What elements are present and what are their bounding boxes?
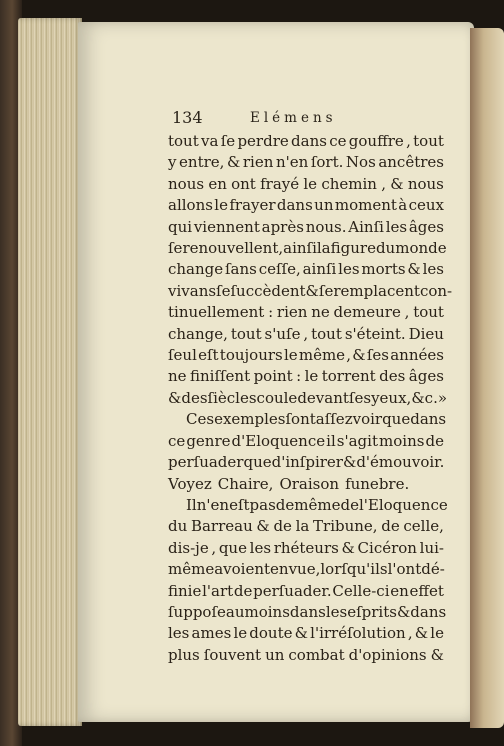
word: âges <box>408 217 444 236</box>
word: change <box>168 260 224 279</box>
word: frayé <box>260 174 300 193</box>
word: dans <box>289 602 326 621</box>
word: renouvellent, <box>182 239 284 258</box>
word: d'inſpirer <box>271 453 343 472</box>
word: viennent <box>193 217 260 236</box>
word: remplacent <box>333 281 420 300</box>
word: ancêtres <box>378 153 444 172</box>
word: n'en <box>196 495 230 514</box>
word: pas <box>249 495 276 514</box>
word: les <box>168 624 190 643</box>
word: moment <box>334 196 397 215</box>
word: d'opinions <box>348 645 427 664</box>
word: qui <box>168 217 193 236</box>
word: à <box>398 196 408 215</box>
word: & <box>256 517 270 536</box>
word: celle, <box>403 517 444 536</box>
word: de <box>425 431 444 450</box>
word: combat <box>288 645 345 664</box>
word: ſont <box>285 410 316 429</box>
word: doute <box>249 624 293 643</box>
text-line <box>168 581 444 602</box>
text-line <box>168 281 453 302</box>
text-line <box>168 345 444 366</box>
text-line <box>168 474 444 495</box>
word: eſprits <box>347 602 397 621</box>
word: perſuader. <box>253 581 332 600</box>
word: toujours <box>219 346 283 365</box>
word: Dieu <box>408 324 444 343</box>
word: ſe <box>168 239 183 258</box>
word: de <box>275 495 295 514</box>
word: lorſqu'ils <box>320 560 388 579</box>
word: : <box>268 303 274 322</box>
word: même <box>298 346 346 365</box>
word: ſans <box>225 260 257 279</box>
word: de <box>233 581 253 600</box>
word: le <box>430 624 444 643</box>
word: funebre. <box>345 474 410 493</box>
word: & <box>342 453 357 472</box>
word: moins <box>379 431 425 450</box>
word: & <box>294 624 308 643</box>
word: le <box>283 346 298 365</box>
word: s'uſe <box>264 324 301 343</box>
word: , <box>315 560 321 579</box>
word: ne <box>311 303 330 322</box>
word: les <box>338 260 360 279</box>
word: chemin <box>321 174 377 193</box>
page-number: 134 <box>172 108 203 127</box>
word: les <box>325 602 348 621</box>
text-line <box>168 324 444 345</box>
word: un <box>314 196 334 215</box>
facing-page-edge <box>470 28 504 728</box>
word: s'éteint. <box>344 324 406 343</box>
word: même <box>168 560 215 579</box>
body-text <box>168 131 453 666</box>
word: les <box>422 260 444 279</box>
word: après <box>261 217 304 236</box>
word: aſſez <box>315 410 353 429</box>
text-line <box>168 238 447 259</box>
word: Ainſi <box>348 217 384 236</box>
word: n'en <box>275 153 309 172</box>
word: des <box>181 388 208 407</box>
word: la <box>316 239 331 258</box>
word: monde <box>395 239 447 258</box>
word: » <box>437 388 448 407</box>
word: le <box>304 367 319 386</box>
word: tout <box>311 324 342 343</box>
word: Il <box>186 495 197 514</box>
word: rhéteurs <box>273 538 339 557</box>
word: , <box>381 174 386 193</box>
text-line <box>168 152 444 173</box>
word: rien <box>276 303 308 322</box>
word: & <box>352 346 366 365</box>
word: la <box>295 517 310 536</box>
word: tout <box>413 303 444 322</box>
word: & <box>414 624 429 643</box>
word: coule <box>256 388 298 407</box>
word: ſe <box>216 281 231 300</box>
word: de <box>340 495 359 514</box>
word: va <box>201 132 219 150</box>
word: Celle-ci <box>332 581 390 600</box>
word: l'Eloquence <box>358 495 448 514</box>
word: figure <box>330 239 376 258</box>
word: du <box>375 239 396 258</box>
word: tout <box>230 324 262 343</box>
word: ſeul <box>168 346 197 365</box>
word: , <box>406 132 411 150</box>
word: & <box>407 260 421 279</box>
word: & <box>390 174 404 193</box>
word: Barreau <box>190 517 253 536</box>
text-line <box>168 131 444 152</box>
word: genre <box>186 431 231 450</box>
text-line <box>168 538 444 559</box>
word: eſt <box>198 346 219 365</box>
word: perdre <box>237 132 289 150</box>
word: que <box>218 538 247 557</box>
word: y <box>168 153 177 172</box>
word: & <box>168 388 182 407</box>
word: les <box>385 217 408 236</box>
word: ſe <box>220 132 236 150</box>
word: ſuppoſe <box>168 602 226 621</box>
word: Voyez <box>168 474 212 493</box>
word: morts <box>361 260 406 279</box>
word: allons <box>168 196 213 215</box>
text-line <box>168 516 444 537</box>
text-line <box>168 366 444 387</box>
word: , <box>346 346 352 365</box>
word: Cicéron <box>357 538 417 557</box>
word: ames <box>191 624 232 643</box>
word: années <box>390 346 444 365</box>
page-header <box>172 108 452 130</box>
word: , <box>303 324 309 343</box>
word: ce <box>329 132 347 150</box>
word: même <box>294 495 341 514</box>
word: dans <box>291 132 327 150</box>
word: finiſſent <box>189 367 251 386</box>
text-line <box>168 452 444 473</box>
word: Oraison <box>279 474 340 493</box>
word: dé- <box>421 560 445 579</box>
word: en <box>208 174 227 193</box>
word: entre, <box>179 153 225 172</box>
word: le <box>303 174 318 193</box>
word: dans <box>410 410 447 429</box>
text-line <box>168 431 444 452</box>
page-edges <box>18 18 82 726</box>
word: Ces <box>186 410 215 429</box>
word: , <box>407 624 413 643</box>
word: plus <box>168 645 200 664</box>
text-line <box>168 602 447 623</box>
word: dans <box>410 602 447 621</box>
word: dis-je <box>168 538 209 557</box>
word: nous <box>168 174 205 193</box>
word: & <box>341 538 355 557</box>
word: & <box>396 602 411 621</box>
word: que <box>243 453 272 472</box>
word: point <box>253 367 293 386</box>
word: des <box>379 367 406 386</box>
word: l'irréſolution <box>310 624 406 643</box>
word: s'agit <box>336 431 378 450</box>
word: lui- <box>419 538 444 557</box>
word: ſes <box>366 346 389 365</box>
text-line <box>168 388 448 409</box>
word: demeure <box>333 303 401 322</box>
word: change, <box>168 324 228 343</box>
word: moins <box>244 602 290 621</box>
word: : <box>296 367 302 386</box>
text-line <box>168 495 448 516</box>
word: il <box>326 431 336 450</box>
word: du <box>168 517 188 536</box>
text-line <box>168 217 444 238</box>
word: en <box>270 560 289 579</box>
text-line <box>168 259 444 280</box>
word: au <box>225 602 245 621</box>
word: &c. <box>411 388 438 407</box>
text-line <box>168 623 444 644</box>
word: Nos <box>345 153 376 172</box>
word: le <box>214 196 228 215</box>
word: eſt <box>229 495 250 514</box>
word: Chaire, <box>217 474 274 493</box>
word: ainſi <box>302 260 337 279</box>
word: d'émouvoir. <box>356 453 445 472</box>
word: voir <box>352 410 383 429</box>
word: ceſſe, <box>258 260 301 279</box>
word: ſort. <box>310 153 344 172</box>
text-line <box>168 409 447 430</box>
word: Tribune, <box>313 517 378 536</box>
word: vivans <box>168 281 217 300</box>
word: âges <box>408 367 444 386</box>
word: effet <box>409 581 444 600</box>
word: vue <box>288 560 316 579</box>
word: con- <box>419 281 453 300</box>
word: ne <box>168 367 187 386</box>
text-line <box>168 195 444 216</box>
word: finie <box>168 581 202 600</box>
word: frayer <box>229 196 276 215</box>
word: ſes <box>348 388 372 407</box>
word: ſouvent <box>203 645 262 664</box>
word: nous. <box>305 217 347 236</box>
word: le <box>233 624 248 643</box>
word: les <box>249 538 272 557</box>
text-line <box>168 559 444 580</box>
word: dans <box>276 196 313 215</box>
word: perſuader <box>168 453 244 472</box>
word: devant <box>297 388 349 407</box>
word: & <box>226 153 241 172</box>
word: rien <box>242 153 274 172</box>
word: l'art <box>202 581 234 600</box>
word: exemples <box>214 410 286 429</box>
word: ce <box>168 431 186 450</box>
word: , <box>404 303 410 322</box>
word: de <box>381 517 400 536</box>
word: d'Eloquence <box>231 431 326 450</box>
running-title: Elémens <box>250 110 337 126</box>
text-line <box>168 645 444 666</box>
word: tout <box>168 132 199 150</box>
word: gouffre <box>348 132 404 150</box>
word: avoient <box>214 560 271 579</box>
word: tout <box>413 132 444 150</box>
word: nous <box>407 174 444 193</box>
word: torrent <box>321 367 376 386</box>
word: ſiècles <box>207 388 257 407</box>
word: ſe <box>318 281 334 300</box>
word: , <box>211 538 217 557</box>
word: ceux <box>408 196 444 215</box>
word: en <box>390 581 409 600</box>
word: tinuellement <box>168 303 265 322</box>
text-line <box>168 302 444 323</box>
word: que <box>382 410 411 429</box>
word: ainſi <box>283 239 317 258</box>
word: un <box>265 645 285 664</box>
word: ſuccèdent <box>230 281 306 300</box>
word: ont <box>231 174 256 193</box>
text-line <box>168 174 444 195</box>
word: & <box>430 645 444 664</box>
word: l'ont <box>387 560 422 579</box>
word: de <box>273 517 292 536</box>
word: yeux, <box>371 388 412 407</box>
word: & <box>305 281 319 300</box>
